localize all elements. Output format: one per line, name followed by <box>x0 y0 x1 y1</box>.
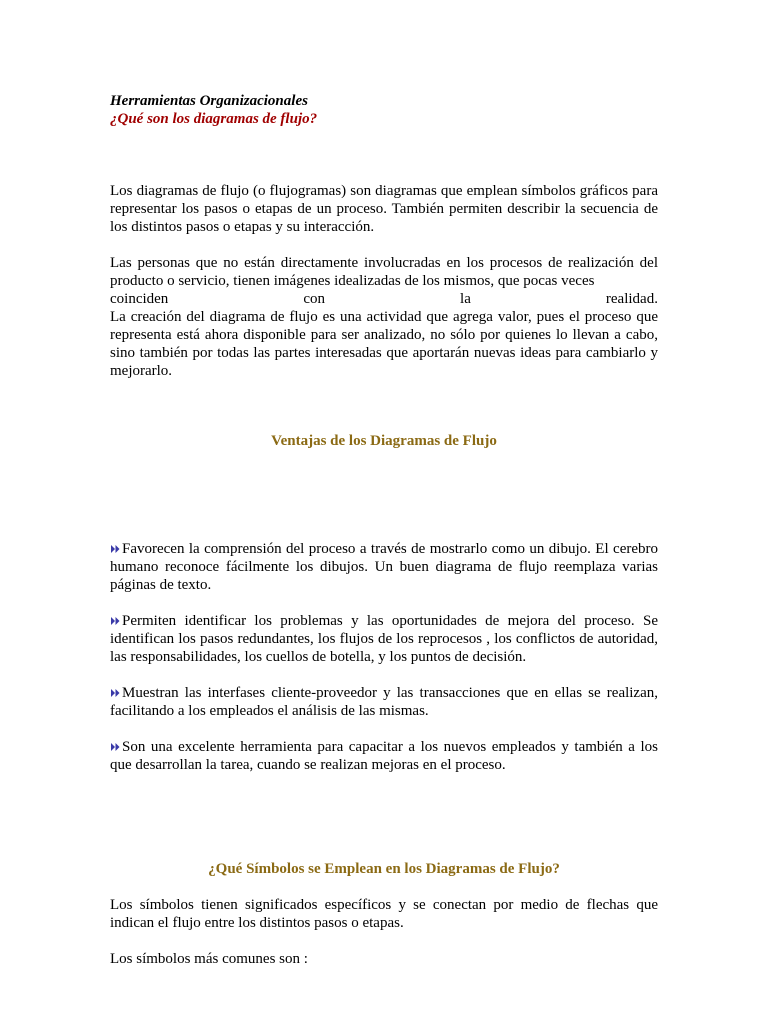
word: la <box>460 291 471 307</box>
intro-paragraph-1: Los diagramas de flujo (o flujogramas) son diagramas que emplean símbolos gráficos para representar los pasos o etapas de un proceso. También permiten describir la secuencia de los distintos pasos o etapas y su interacción. <box>110 183 658 235</box>
ventaja-item <box>110 684 658 720</box>
doc-subtitle: ¿Qué son los diagramas de flujo? <box>110 111 318 127</box>
ventaja-item-text: Permiten identificar los problemas y las oportunidades de mejora del proceso. Se identifican los pasos redundantes, los flujos de los reprocesos , los conflictos de autoridad, las responsabilidades, los cuellos de botella, y los puntos de decisión. <box>110 613 658 665</box>
ventaja-item-text: Muestran las interfases cliente-proveedor y las transacciones que en ellas se realizan, facilitando a los empleados el análisis de las mismas. <box>110 685 658 719</box>
double-chevron-bullet-icon <box>110 688 121 698</box>
simbolos-heading: ¿Qué Símbolos se Emplean en los Diagramas de Flujo? <box>208 861 560 877</box>
intro-paragraph-3: La creación del diagrama de flujo es una actividad que agrega valor, pues el proceso que representa está ahora disponible para ser analizado, no sólo por quienes lo llevan a cabo, sino también por todas las partes interesadas que aportarán nuevas ideas para cambiarlo y mejorarlo. <box>110 309 658 379</box>
double-chevron-bullet-icon <box>110 616 121 626</box>
ventaja-item-text: Son una excelente herramienta para capacitar a los nuevos empleados y también a los que desarrollan la tarea, cuando se realizan mejoras en el proceso. <box>110 739 658 773</box>
simbolos-paragraph-1: Los símbolos tienen significados específicos y se conectan por medio de flechas que indican el flujo entre los distintos pasos o etapas. <box>110 897 658 931</box>
ventaja-item <box>110 738 658 774</box>
word: con <box>303 291 326 307</box>
double-chevron-bullet-icon <box>110 742 121 752</box>
word: realidad. <box>605 291 658 307</box>
double-chevron-bullet-icon <box>110 544 121 554</box>
intro-paragraph-2-last-line <box>110 290 658 308</box>
simbolos-paragraph-2: Los símbolos más comunes son : <box>110 951 308 967</box>
intro-paragraph-2-text: Las personas que no están directamente involucradas en los procesos de realización del producto o servicio, tienen imágenes idealizadas de los mismos, que pocas veces <box>110 255 658 289</box>
intro-paragraph-2 <box>110 254 658 380</box>
ventaja-item-text: Favorecen la comprensión del proceso a través de mostrarlo como un dibujo. El cerebro humano reconoce fácilmente los dibujos. Un buen diagrama de flujo reemplaza varias páginas de texto. <box>110 541 658 593</box>
word: coinciden <box>110 291 169 307</box>
doc-title: Herramientas Organizacionales <box>110 93 308 109</box>
ventajas-heading: Ventajas de los Diagramas de Flujo <box>271 433 497 449</box>
ventaja-item <box>110 540 658 594</box>
ventaja-item <box>110 612 658 666</box>
